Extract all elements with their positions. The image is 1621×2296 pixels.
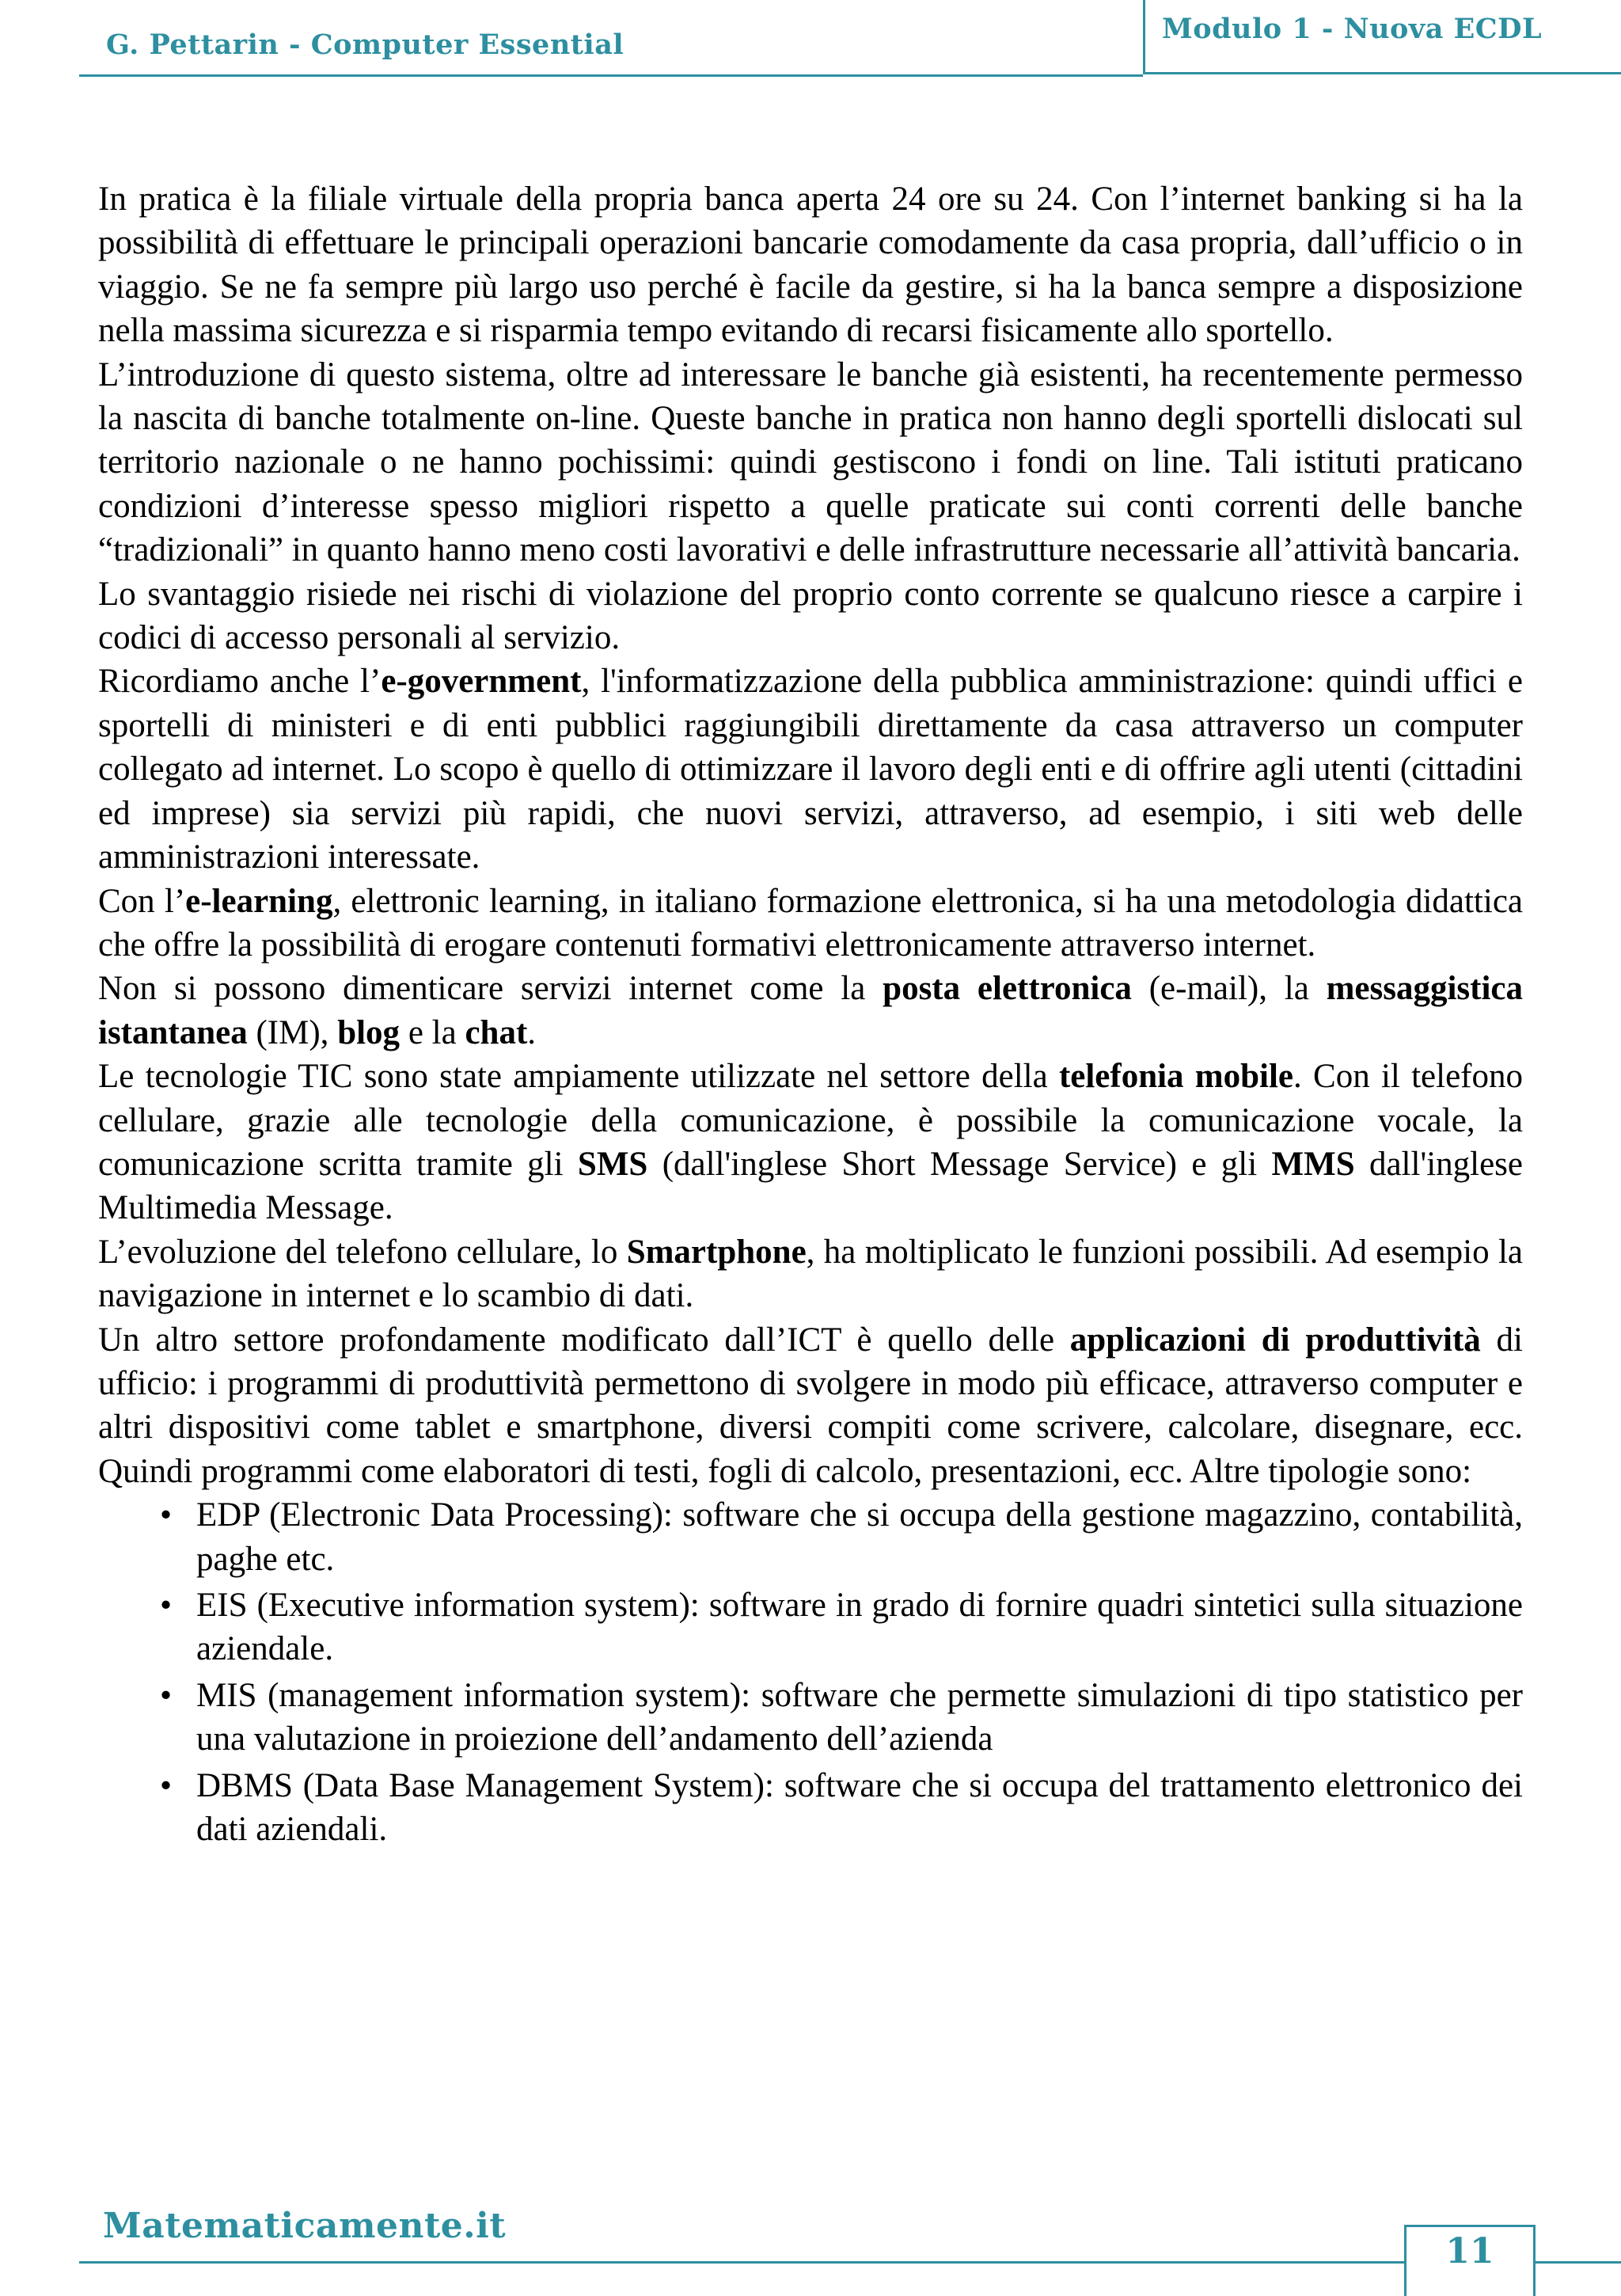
paragraph: Un altro settore profondamente modificato dall’ICT è quello delle applicazioni di produttività di ufficio: i programmi di produttività permettono di svolgere in modo più efficace, attraverso computer e altri dispositivi come tablet e smartphone, diversi compiti come scrivere, calcolare, disegnare, ecc. Quindi programmi come elaboratori di testi, fogli di calcolo, presentazioni, ecc. Altre tipologie sono:	[98, 1321, 1524, 1490]
paragraph: L’introduzione di questo sistema, oltre ad interessare le banche già esistenti, ha recentemente permesso la nascita di banche totalmente on-line. Queste banche in pratica non hanno degli sportelli dislocati sul territorio nazionale o ne hanno pochissimi: quindi gestiscono i fondi on line. Tali istituti praticano condizioni d’interesse spesso migliori rispetto a quelle praticate sui conti correnti delle banche “tradizionali” in quanto hanno meno costi lavorativi e delle infrastrutture necessarie all’attività bancaria.	[98, 355, 1523, 569]
paragraph: Con l’e-learning, elettronic learning, in italiano formazione elettronica, si ha una metodologia didattica che offre la possibilità di erogare contenuti formativi elettronicamente attraverso internet.	[98, 882, 1523, 964]
footer-rule	[79, 2261, 1404, 2264]
document-body	[98, 177, 1523, 1853]
bullet-icon: •	[160, 1587, 173, 1624]
list-item: • DBMS (Data Base Management System): software che si occupa del trattamento elettronico dei dati aziendali.	[98, 1764, 1523, 1852]
paragraph: Non si possono dimenticare servizi internet come la posta elettronica (e-mail), la messaggistica istantanea (IM), blog e la chat.	[98, 970, 1523, 1051]
term-sms: SMS	[577, 1145, 648, 1183]
term-blog: blog	[337, 1013, 401, 1051]
term-chat: chat	[465, 1013, 528, 1051]
list-item: • EIS (Executive information system): software in grado di fornire quadri sintetici sulla situazione aziendale.	[98, 1583, 1523, 1671]
list-item: • EDP (Electronic Data Processing): software che si occupa della gestione magazzino, contabilità, paghe etc.	[98, 1493, 1523, 1581]
paragraph: L’evoluzione del telefono cellulare, lo Smartphone, ha moltiplicato le funzioni possibili. Ad esempio la navigazione in internet e lo scambio di dati.	[98, 1233, 1523, 1315]
footer-rule	[1536, 2261, 1621, 2264]
bullet-icon: •	[160, 1766, 173, 1804]
paragraph: Ricordiamo anche l’e-government, l'informatizzazione della pubblica amministrazione: quindi uffici e sportelli di ministeri e di enti pubblici raggiungibili direttamente da casa attraverso un computer collegato ad internet. Lo scopo è quello di ottimizzare il lavoro degli enti e di offrire agli utenti (cittadini ed imprese) sia servizi più rapidi, che nuovi servizi, attraverso, ad esempio, i siti web delle amministrazioni interessate.	[98, 663, 1523, 876]
paragraph: Lo svantaggio risiede nei rischi di violazione del proprio conto corrente se qualcuno riesce a carpire i codici di accesso personali al servizio.	[98, 575, 1523, 657]
term-smartphone: Smartphone	[626, 1233, 807, 1271]
footer-site-link[interactable]: Matematicamente.it	[103, 2206, 507, 2246]
term-posta-elettronica: posta elettronica	[883, 970, 1132, 1008]
term-e-learning: e-learning	[185, 882, 333, 920]
paragraph: In pratica è la filiale virtuale della propria banca aperta 24 ore su 24. Con l’internet banking si ha la possibilità di effettuare le principali operazioni bancarie comodamente da casa propria, dall’ufficio o in viaggio. Se ne fa sempre più largo uso perché è facile da gestire, si ha la banca sempre a disposizione nella massima sicurezza e si risparmia tempo evitando di recarsi fisicamente allo sportello.	[98, 181, 1523, 350]
term-messaggistica: messaggistica istantanea	[98, 970, 1523, 1051]
term-telefonia-mobile: telefonia mobile	[1058, 1058, 1294, 1096]
page-number: 11	[1445, 2231, 1494, 2271]
term-mms: MMS	[1271, 1145, 1355, 1183]
header-rule	[79, 74, 1143, 77]
term-e-government: e-government	[381, 663, 582, 701]
bullet-list	[98, 1493, 1523, 1851]
paragraph: Le tecnologie TIC sono state ampiamente utilizzate nel settore della telefonia mobile. Con il telefono cellulare, grazie alle tecnologie della comunicazione, è possibile la comunicazione vocale, la comunicazione scritta tramite gli SMS (dall'inglese Short Message Service) e gli MMS dall'inglese Multimedia Message.	[98, 1058, 1524, 1227]
list-item: • MIS (management information system): software che permette simulazioni di tipo statistico per una valutazione in proiezione dell’andamento dell’azienda	[98, 1674, 1523, 1762]
term-applicazioni-produttivita: applicazioni di produttività	[1069, 1321, 1481, 1359]
bullet-icon: •	[160, 1496, 173, 1534]
header-module-title: Modulo 1 - Nuova ECDL	[1162, 13, 1543, 45]
bullet-icon: •	[160, 1676, 173, 1714]
header-author-title: G. Pettarin - Computer Essential	[106, 29, 624, 61]
